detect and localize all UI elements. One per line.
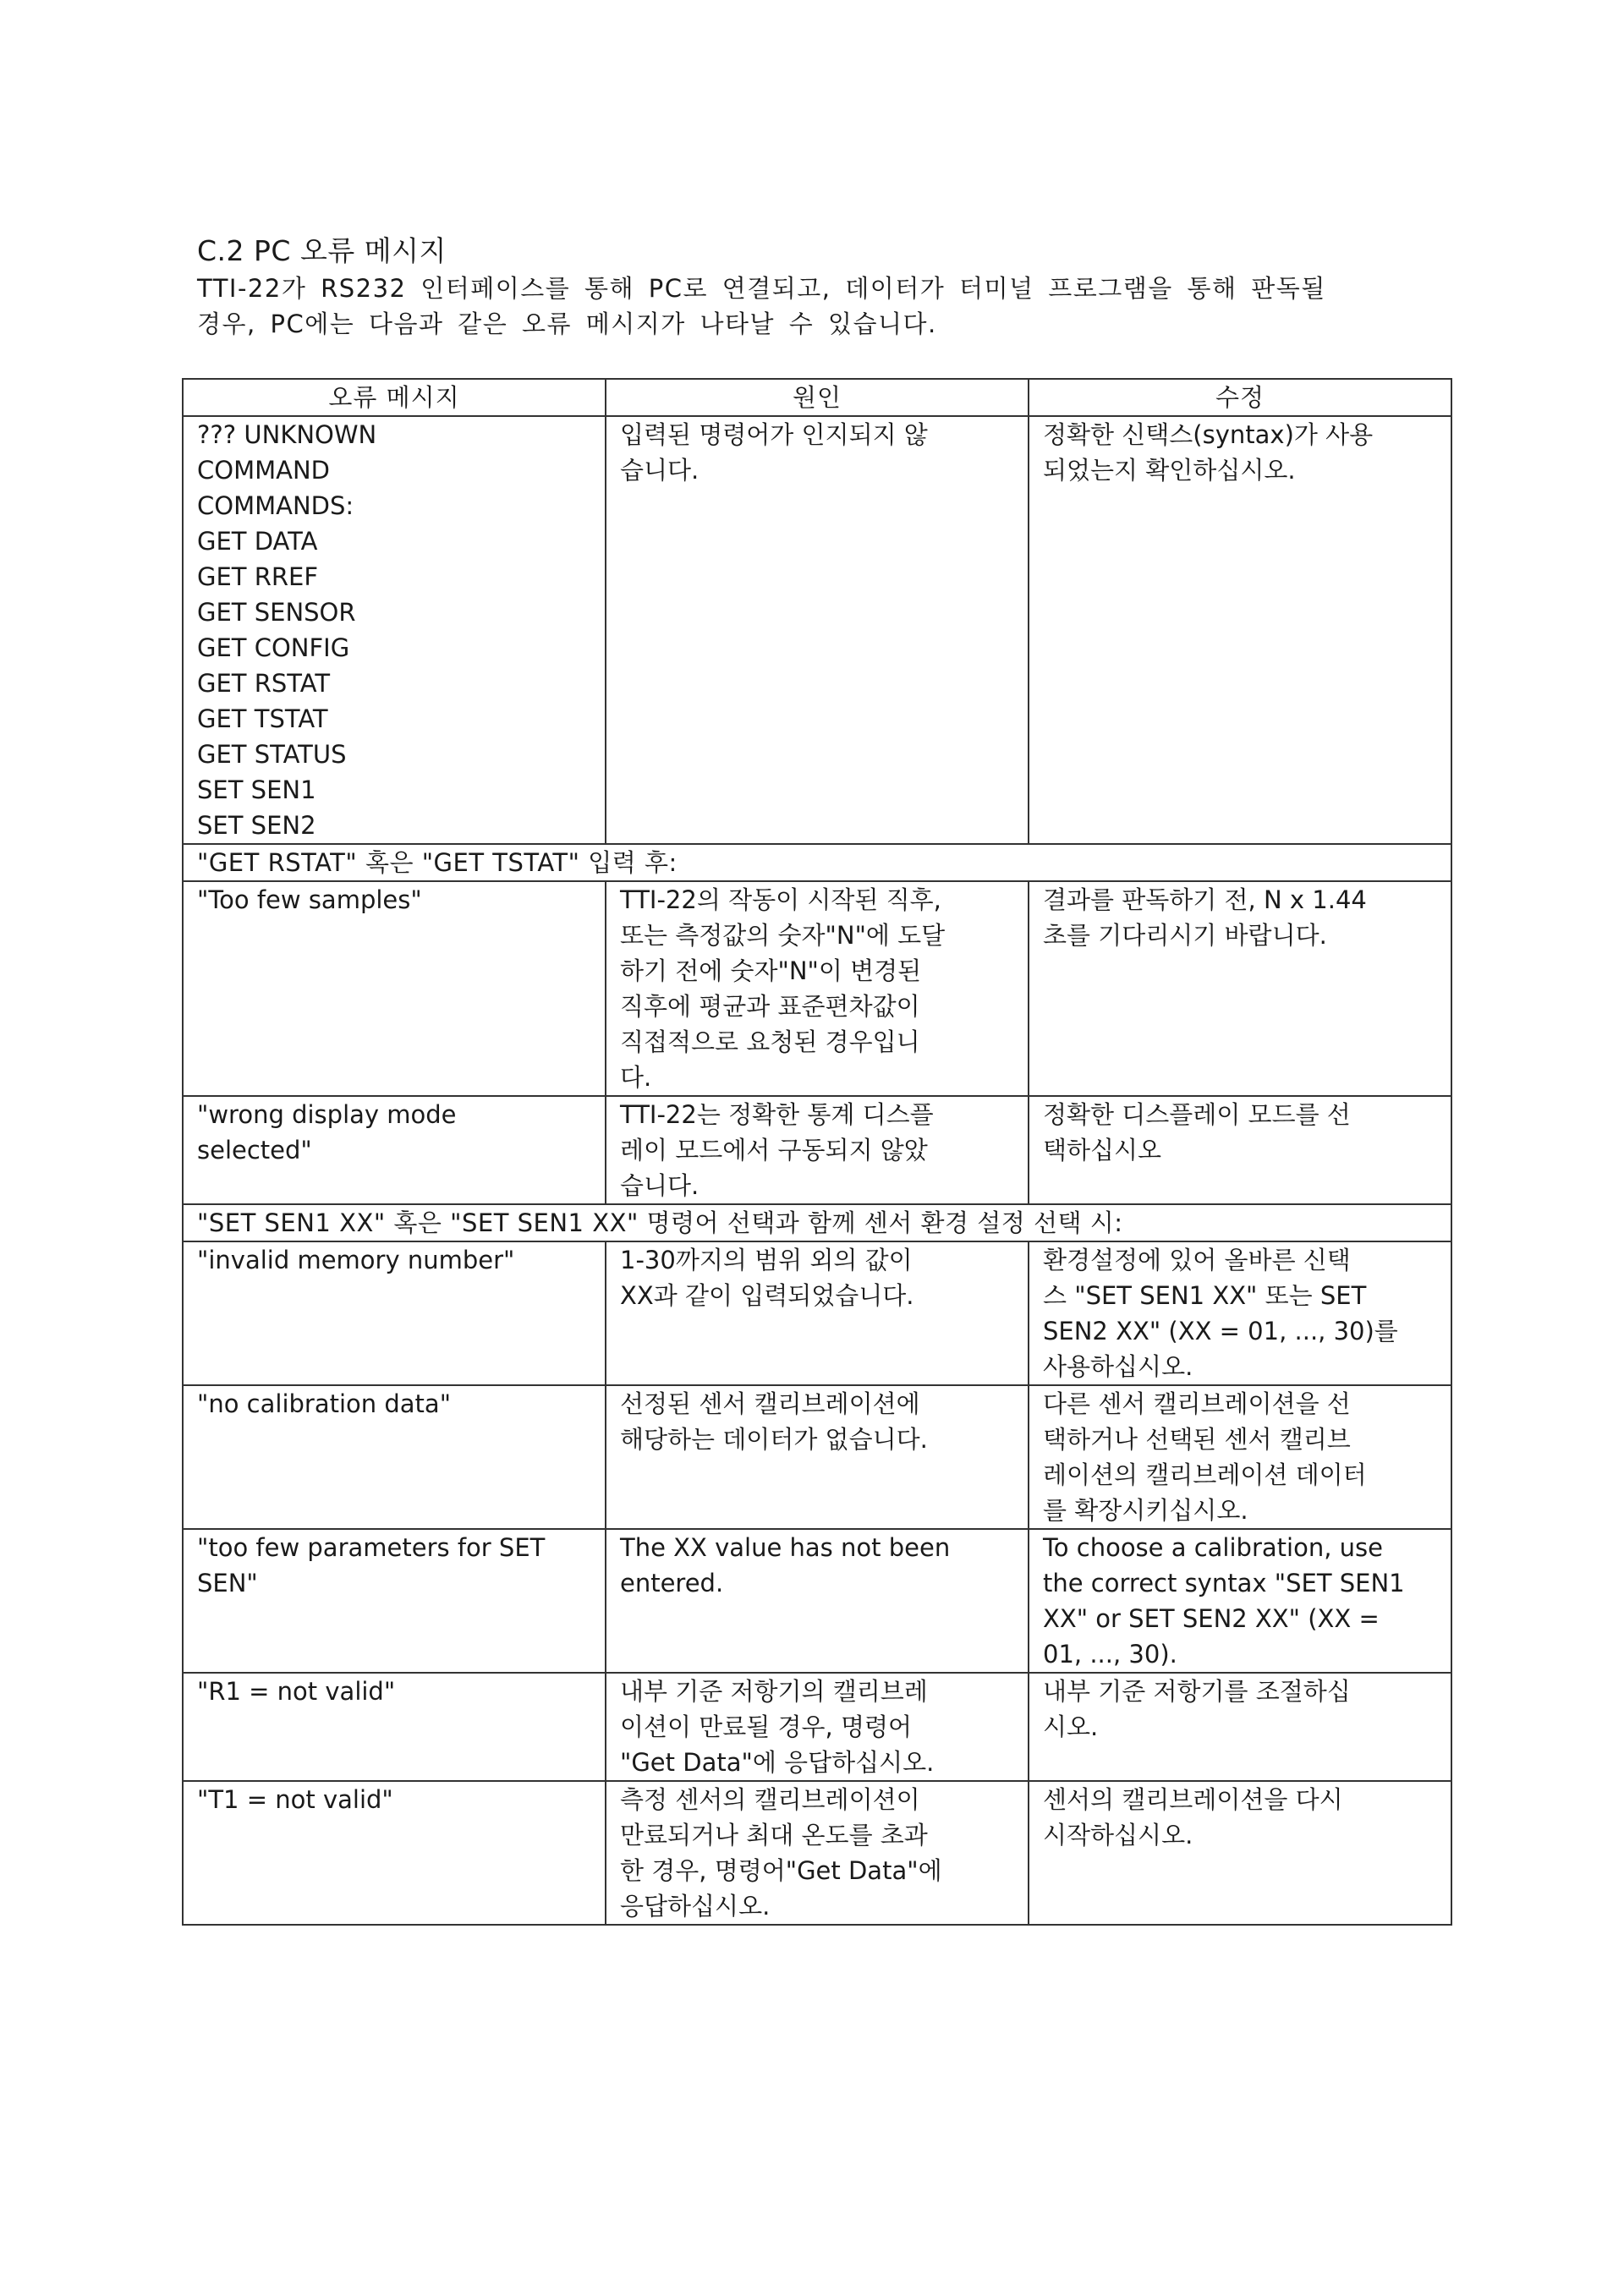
- intro-paragraph: [197, 271, 1449, 342]
- cell-line: GET DATA: [197, 527, 318, 556]
- cell-line: 되었는지 확인하십시오.: [1043, 456, 1296, 485]
- cell-line: 직접적으로 요청된 경우입니: [620, 1027, 920, 1056]
- cell-line: 하기 전에 숫자"N"이 변경된: [620, 956, 922, 985]
- section-row: [183, 844, 1451, 881]
- cell-line: GET RSTAT: [197, 669, 331, 698]
- cell-line: 직후에 평균과 표준편차값이: [620, 992, 920, 1021]
- error-message-cell: [183, 1096, 606, 1204]
- cell-line: TTI-22의 작동이 시작된 직후,: [620, 885, 941, 914]
- cell-line: XX" or SET SEN2 XX" (XX =: [1043, 1604, 1380, 1633]
- cause-cell: [606, 1096, 1029, 1204]
- table-row: [183, 416, 1451, 844]
- cell-line: To choose a calibration, use: [1043, 1533, 1383, 1562]
- table-row: [183, 1529, 1451, 1673]
- cell-line: "wrong display mode: [197, 1100, 457, 1129]
- cell-line: 결과를 판독하기 전, N x 1.44: [1043, 885, 1367, 914]
- table-body: [183, 416, 1451, 1925]
- cell-line: selected": [197, 1136, 312, 1164]
- cell-line: the correct syntax "SET SEN1: [1043, 1569, 1405, 1597]
- error-message-cell: [183, 1241, 606, 1385]
- fix-cell: [1029, 1529, 1451, 1673]
- cell-line: 택하십시오: [1043, 1136, 1162, 1164]
- intro-line: TTI-22가 RS232 인터페이스를 통해 PC로 연결되고, 데이터가 터미널 프로그램을 통해 판독될: [197, 274, 1326, 303]
- cell-line: 선정된 센서 캘리브레이션에: [620, 1389, 920, 1418]
- cell-line: "Get Data"에 응답하십시오.: [620, 1748, 935, 1777]
- fix-cell: [1029, 416, 1451, 844]
- cell-line: 레이 모드에서 구동되지 않았: [620, 1136, 928, 1164]
- cell-line: "too few parameters for SET: [197, 1533, 546, 1562]
- table-row: [183, 881, 1451, 1096]
- error-message-cell: [183, 416, 606, 844]
- cell-line: XX과 같이 입력되었습니다.: [620, 1281, 914, 1310]
- table-row: [183, 1385, 1451, 1529]
- error-message-cell: [183, 1781, 606, 1925]
- fix-cell: [1029, 1241, 1451, 1385]
- error-message-cell: [183, 881, 606, 1096]
- cell-line: 만료되거나 최대 온도를 초과: [620, 1821, 928, 1849]
- cell-line: 이션이 만료될 경우, 명령어: [620, 1712, 913, 1741]
- cell-line: 시작하십시오.: [1043, 1821, 1193, 1849]
- table-row: [183, 1241, 1451, 1385]
- cell-line: 정확한 신택스(syntax)가 사용: [1043, 420, 1374, 449]
- cell-line: GET STATUS: [197, 740, 347, 769]
- cell-line: 01, ..., 30).: [1043, 1640, 1177, 1669]
- cell-line: COMMAND: [197, 456, 330, 485]
- fix-cell: [1029, 1781, 1451, 1925]
- cell-line: 응답하십시오.: [620, 1892, 771, 1921]
- cell-line: "T1 = not valid": [197, 1785, 393, 1814]
- error-message-cell: [183, 1385, 606, 1529]
- cell-line: GET TSTAT: [197, 704, 328, 733]
- cell-line: "Too few samples": [197, 885, 422, 914]
- cause-cell: [606, 416, 1029, 844]
- cell-line: COMMANDS:: [197, 491, 354, 520]
- header-fix: 수정: [1029, 379, 1451, 416]
- cell-line: GET SENSOR: [197, 598, 356, 627]
- table-row: [183, 1673, 1451, 1781]
- cell-line: 를 확장시키십시오.: [1043, 1496, 1248, 1525]
- header-error-message: 오류 메시지: [183, 379, 606, 416]
- section-title: C.2 PC 오류 메시지: [197, 234, 447, 267]
- header-cause: 원인: [606, 379, 1029, 416]
- cell-line: GET RREF: [197, 562, 319, 591]
- error-message-cell: [183, 1673, 606, 1781]
- cell-line: ??? UNKNOWN: [197, 420, 377, 449]
- cell-line: 1-30까지의 범위 외의 값이: [620, 1246, 913, 1274]
- cell-line: SET SEN1: [197, 775, 316, 804]
- cell-line: 초를 기다리시기 바랍니다.: [1043, 921, 1327, 950]
- fix-cell: [1029, 1385, 1451, 1529]
- cell-line: 사용하십시오.: [1043, 1352, 1193, 1381]
- cell-line: 습니다.: [620, 1171, 700, 1200]
- cell-line: 해당하는 데이터가 없습니다.: [620, 1425, 928, 1454]
- cell-line: 환경설정에 있어 올바른 신택: [1043, 1246, 1351, 1274]
- cause-cell: [606, 1385, 1029, 1529]
- section-row: [183, 1204, 1451, 1241]
- fix-cell: [1029, 1096, 1451, 1204]
- cell-line: 레이션의 캘리브레이션 데이터: [1043, 1460, 1367, 1489]
- cell-line: 또는 측정값의 숫자"N"에 도달: [620, 921, 946, 950]
- cell-line: 센서의 캘리브레이션을 다시: [1043, 1785, 1343, 1814]
- header-row: [183, 379, 1451, 416]
- cause-cell: [606, 1241, 1029, 1385]
- cell-line: entered.: [620, 1569, 724, 1597]
- table-row: [183, 1781, 1451, 1925]
- error-message-table: [182, 378, 1452, 1926]
- cell-line: 시오.: [1043, 1712, 1099, 1741]
- cell-line: 스 "SET SEN1 XX" 또는 SET: [1043, 1281, 1367, 1310]
- table-header: [183, 379, 1451, 416]
- cell-line: SEN": [197, 1569, 258, 1597]
- fix-cell: [1029, 881, 1451, 1096]
- cell-line: 내부 기준 저항기를 조절하십: [1043, 1677, 1351, 1706]
- table-row: [183, 1096, 1451, 1204]
- cell-line: 다른 센서 캘리브레이션을 선: [1043, 1389, 1351, 1418]
- cause-cell: [606, 881, 1029, 1096]
- cell-line: "no calibration data": [197, 1389, 452, 1418]
- cell-line: SEN2 XX" (XX = 01, ..., 30)를: [1043, 1317, 1398, 1345]
- cell-line: TTI-22는 정확한 통계 디스플: [620, 1100, 934, 1129]
- cell-line: 측정 센서의 캘리브레이션이: [620, 1785, 920, 1814]
- cell-line: 다.: [620, 1063, 652, 1092]
- cell-line: 한 경우, 명령어"Get Data"에: [620, 1856, 942, 1885]
- cell-line: GET CONFIG: [197, 633, 350, 662]
- section-label: "SET SEN1 XX" 혹은 "SET SEN1 XX" 명령어 선택과 함께 센서 환경 설정 선택 시:: [183, 1204, 1451, 1241]
- cause-cell: [606, 1529, 1029, 1673]
- cell-line: 택하거나 선택된 센서 캘리브: [1043, 1425, 1351, 1454]
- cell-line: 습니다.: [620, 456, 700, 485]
- cell-line: "R1 = not valid": [197, 1677, 396, 1706]
- cell-line: 내부 기준 저항기의 캘리브레: [620, 1677, 928, 1706]
- cell-line: The XX value has not been: [620, 1533, 951, 1562]
- intro-line: 경우, PC에는 다음과 같은 오류 메시지가 나타날 수 있습니다.: [197, 310, 937, 338]
- cause-cell: [606, 1781, 1029, 1925]
- cell-line: SET SEN2: [197, 811, 316, 840]
- cell-line: 입력된 명령어가 인지되지 않: [620, 420, 928, 449]
- cause-cell: [606, 1673, 1029, 1781]
- cell-line: 정확한 디스플레이 모드를 선: [1043, 1100, 1351, 1129]
- error-message-cell: [183, 1529, 606, 1673]
- cell-line: "invalid memory number": [197, 1246, 515, 1274]
- fix-cell: [1029, 1673, 1451, 1781]
- section-label: "GET RSTAT" 혹은 "GET TSTAT" 입력 후:: [183, 844, 1451, 881]
